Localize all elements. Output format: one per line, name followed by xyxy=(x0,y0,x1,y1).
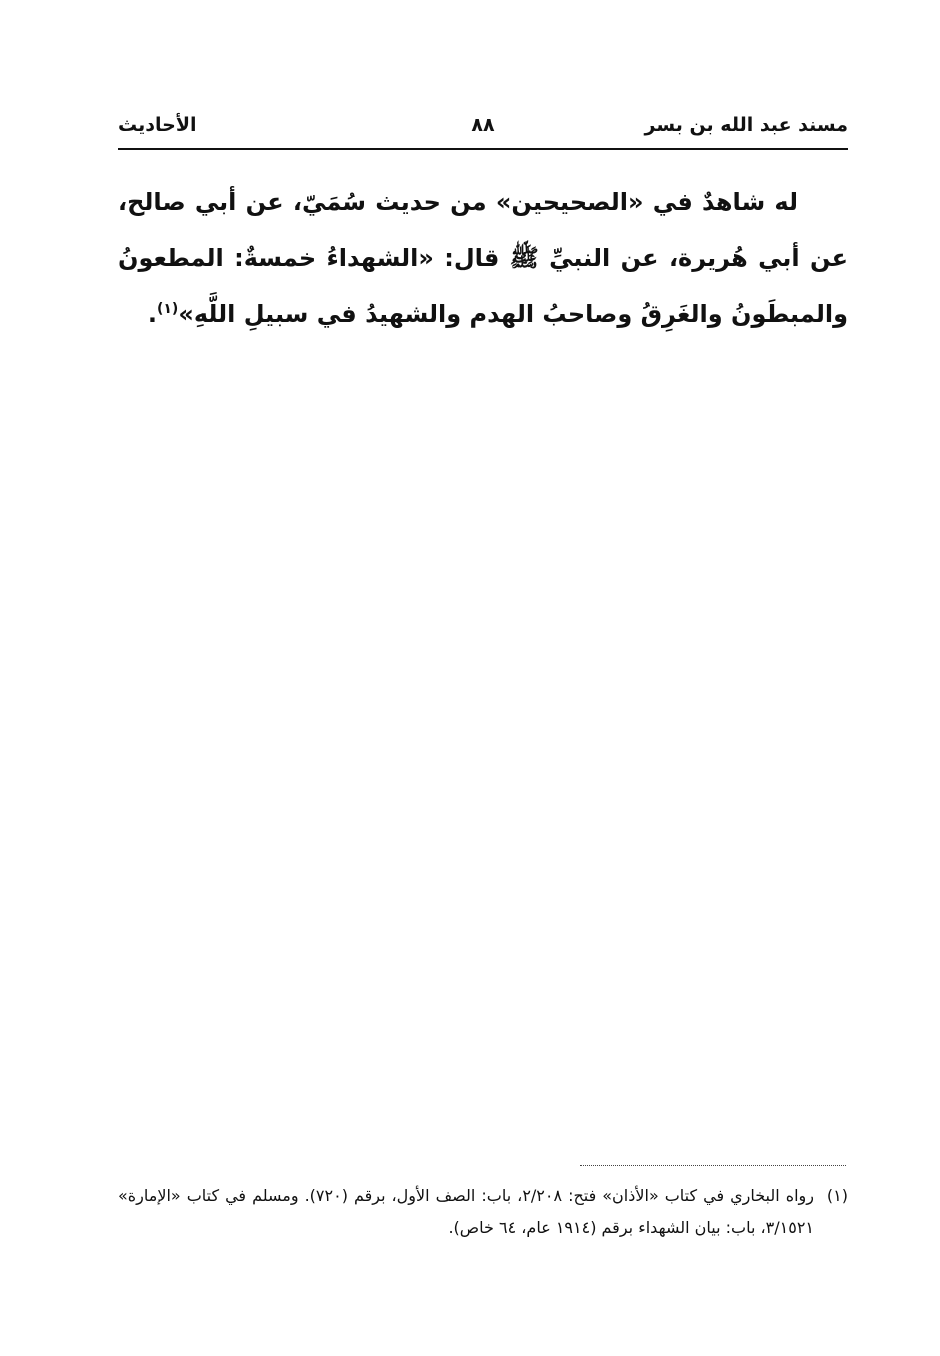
main-text xyxy=(118,174,848,342)
footnote-item xyxy=(118,1180,848,1244)
hadith-paragraph xyxy=(118,174,848,342)
book-title: مسند عبد الله بن بسر xyxy=(644,114,848,136)
paragraph-text: له شاهدٌ في «الصحيحين» من حديث سُمَيّ، عن أبي صالح، عن أبي هُريرة، عن النبيِّ ﷺ قال: «الشهداءُ خمسةٌ: المطعونُ والمبطَونُ والغَرِقُ وصاحبُ الهدم والشهيدُ في سبيلِ اللَّهِ» xyxy=(118,188,848,328)
page-number: ٨٨ xyxy=(471,114,495,136)
paragraph-end: . xyxy=(147,300,157,328)
footnote-text: رواه البخاري في كتاب «الأذان» فتح: ٢/٢٠٨، باب: الصف الأول، برقم (٧٢٠). ومسلم في كتاب «الإمارة» ٣/١٥٢١، باب: بيان الشهداء برقم (١٩١٤ عام، ٦٤ خاص). xyxy=(118,1186,814,1237)
footnote-reference: (١) xyxy=(156,301,179,317)
footnote-number: (١) xyxy=(826,1186,848,1205)
header-rule xyxy=(118,148,848,150)
footnote-separator xyxy=(580,1165,846,1166)
footnotes xyxy=(118,1180,848,1244)
running-head xyxy=(118,114,848,146)
section-title: الأحاديث xyxy=(118,114,197,136)
